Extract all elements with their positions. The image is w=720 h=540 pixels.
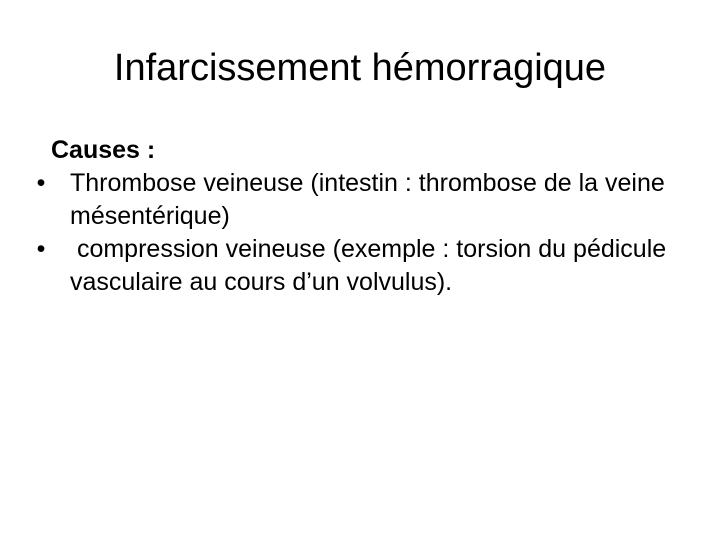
list-item-text: compression veineuse (exemple : torsion du pédicule vasculaire au cours d’un volvulus).	[70, 235, 674, 296]
slide-title: Infarcissement hémorragique	[113, 47, 607, 89]
list-item	[36, 167, 690, 233]
causes-list	[36, 167, 690, 299]
causes-heading: Causes :	[51, 136, 156, 164]
list-item	[36, 233, 690, 299]
bullet-icon: •	[36, 235, 46, 263]
bullet-icon: •	[36, 169, 46, 197]
slide-body	[36, 134, 690, 299]
list-item-text: Thrombose veineuse (intestin : thrombose de la veine mésentérique)	[70, 169, 665, 230]
